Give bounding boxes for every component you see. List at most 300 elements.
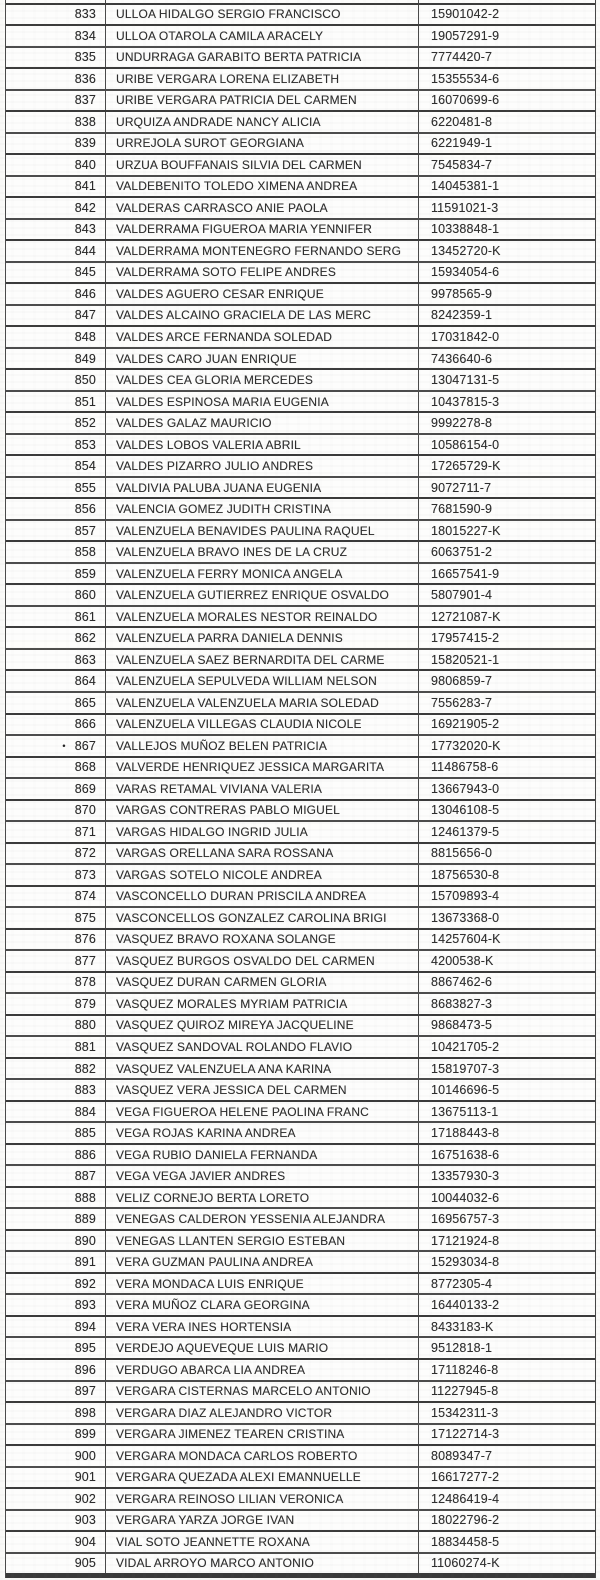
row-number-cell <box>6 585 106 605</box>
table-row <box>6 521 595 543</box>
row-number: 902 <box>74 1491 96 1506</box>
table-row <box>6 844 595 866</box>
table-row <box>6 263 595 285</box>
row-number-cell <box>6 155 106 175</box>
table-row <box>6 887 595 909</box>
row-number-cell <box>6 349 106 369</box>
row-number-cell <box>6 413 106 433</box>
row-number: 852 <box>74 416 96 431</box>
table-row <box>6 628 595 650</box>
table-row <box>6 241 595 263</box>
row-number: 847 <box>74 308 96 323</box>
row-number: 888 <box>74 1190 96 1205</box>
row-number: 870 <box>74 803 96 818</box>
table-row <box>6 1209 595 1231</box>
table-row <box>6 607 595 629</box>
rut-value: 17122714-3 <box>431 1427 500 1442</box>
rut-value: 17118246-8 <box>431 1362 499 1377</box>
rut-value: 15293034-8 <box>431 1255 500 1270</box>
row-number-cell <box>6 1295 106 1315</box>
rut-value: 9512818-1 <box>431 1341 493 1356</box>
row-number-cell <box>6 1382 106 1402</box>
row-number-cell <box>6 887 106 907</box>
table-row <box>6 715 595 737</box>
table-row <box>6 48 595 70</box>
row-number: 885 <box>74 1126 96 1141</box>
person-name: VERGARA REINOSO LILIAN VERONICA <box>106 1489 419 1509</box>
rut-value: 16440133-2 <box>431 1298 500 1313</box>
row-number-cell <box>6 1016 106 1036</box>
row-number-cell <box>6 112 106 132</box>
row-number-cell <box>6 1059 106 1079</box>
row-number-cell <box>6 69 106 89</box>
row-number-cell <box>6 435 106 455</box>
rut-value: 17121924-8 <box>431 1233 500 1248</box>
person-name: VALDES CARO JUAN ENRIQUE <box>106 349 419 369</box>
person-name: VALENZUELA PARRA DANIELA DENNIS <box>106 628 419 648</box>
row-number-cell <box>6 521 106 541</box>
table-row <box>6 1489 595 1511</box>
row-number: 846 <box>74 286 96 301</box>
rut-value: 18756530-8 <box>431 867 500 882</box>
row-number-cell <box>6 1360 106 1380</box>
person-name: VEGA RUBIO DANIELA FERNANDA <box>106 1145 419 1165</box>
rut-value: 8089347-7 <box>431 1448 493 1463</box>
table-row <box>6 1295 595 1317</box>
rut-value: 8433183-K <box>431 1319 494 1334</box>
table-row <box>6 930 595 952</box>
person-name: VASQUEZ SANDOVAL ROLANDO FLAVIO <box>106 1037 419 1057</box>
rut-value: 10338848-1 <box>431 222 500 237</box>
table-row <box>6 1016 595 1038</box>
person-name: VALENZUELA VILLEGAS CLAUDIA NICOLE <box>106 715 419 735</box>
person-name: VALDERRAMA SOTO FELIPE ANDRES <box>106 263 419 283</box>
person-name: VALDES CEA GLORIA MERCEDES <box>106 370 419 390</box>
rut-value: 9072711-7 <box>431 480 492 495</box>
table-row <box>6 1403 595 1425</box>
row-number-cell <box>6 1317 106 1337</box>
person-name: VALDIVIA PALUBA JUANA EUGENIA <box>106 478 419 498</box>
person-name: VEGA ROJAS KARINA ANDREA <box>106 1123 419 1143</box>
row-number-cell <box>6 736 106 756</box>
row-number-cell <box>6 392 106 412</box>
row-number: 903 <box>74 1513 96 1528</box>
table-row <box>6 370 595 392</box>
row-number-cell <box>6 26 106 46</box>
rut-value: 13452720-K <box>431 243 501 258</box>
row-number: 876 <box>74 932 96 947</box>
table-row <box>6 1188 595 1210</box>
person-name: VALENZUELA VALENZUELA MARIA SOLEDAD <box>106 693 419 713</box>
table-row <box>6 177 595 199</box>
person-name: VALDES LOBOS VALERIA ABRIL <box>106 435 419 455</box>
person-name: VALDERRAMA MONTENEGRO FERNANDO SERG <box>106 241 419 261</box>
row-number-cell <box>6 650 106 670</box>
row-number-cell <box>6 1037 106 1057</box>
rut-value: 4200538-K <box>431 953 494 968</box>
person-name: VALDES ALCAINO GRACIELA DE LAS MERC <box>106 306 419 326</box>
row-number: 845 <box>74 265 96 280</box>
rut-value: 7681590-9 <box>431 502 493 517</box>
table-row <box>6 736 595 758</box>
person-name: VENEGAS CALDERON YESSENIA ALEJANDRA <box>106 1209 419 1229</box>
person-name: VIDAL ARROYO MARCO ANTONIO <box>106 1554 419 1574</box>
row-number-cell <box>6 478 106 498</box>
table-body <box>6 5 595 1576</box>
table-row <box>6 1425 595 1447</box>
row-number: 882 <box>74 1061 96 1076</box>
rut-value: 8242359-1 <box>431 308 493 323</box>
row-number: 875 <box>74 910 96 925</box>
table-row <box>6 1532 595 1554</box>
table-row <box>6 413 595 435</box>
row-number: 866 <box>74 717 96 732</box>
row-number: 863 <box>74 652 96 667</box>
rut-value: 8772305-4 <box>431 1276 493 1291</box>
row-number-cell <box>6 1532 106 1552</box>
row-number: 860 <box>74 588 96 603</box>
rut-value: 15342311-3 <box>431 1405 499 1420</box>
person-name: UNDURRAGA GARABITO BERTA PATRICIA <box>106 48 419 68</box>
row-number: 838 <box>74 114 96 129</box>
row-number-cell <box>6 1511 106 1531</box>
row-number-cell <box>6 241 106 261</box>
table-row <box>6 499 595 521</box>
rut-value: 15901042-2 <box>431 7 500 22</box>
row-number: 884 <box>74 1104 96 1119</box>
person-name: VALDES ESPINOSA MARIA EUGENIA <box>106 392 419 412</box>
person-name: VARGAS CONTRERAS PABLO MIGUEL <box>106 801 419 821</box>
person-name: VASQUEZ VALENZUELA ANA KARINA <box>106 1059 419 1079</box>
row-number-cell <box>6 822 106 842</box>
table-row <box>6 801 595 823</box>
row-number-cell <box>6 1188 106 1208</box>
person-name: VERGARA CISTERNAS MARCELO ANTONIO <box>106 1382 419 1402</box>
row-number-cell <box>6 220 106 240</box>
rut-value: 16617277-2 <box>431 1470 500 1485</box>
rut-value: 6063751-2 <box>431 545 493 560</box>
rut-value: 8815656-0 <box>431 846 493 861</box>
rut-value: 6220481-8 <box>431 114 493 129</box>
rut-value: 13667943-0 <box>431 781 500 796</box>
table-row <box>6 973 595 995</box>
row-number-cell <box>6 1425 106 1445</box>
person-name: VALENZUELA GUTIERREZ ENRIQUE OSVALDO <box>106 585 419 605</box>
person-name: VASQUEZ QUIROZ MIREYA JACQUELINE <box>106 1016 419 1036</box>
row-number: 864 <box>74 674 96 689</box>
rut-value: 13046108-5 <box>431 803 500 818</box>
row-number-cell <box>6 607 106 627</box>
row-number: 894 <box>74 1319 96 1334</box>
row-number-cell <box>6 564 106 584</box>
table-row <box>6 478 595 500</box>
row-number-cell <box>6 1080 106 1100</box>
person-name: VASQUEZ BRAVO ROXANA SOLANGE <box>106 930 419 950</box>
person-name: URZUA BOUFFANAIS SILVIA DEL CARMEN <box>106 155 419 175</box>
rut-value: 16751638-6 <box>431 1147 500 1162</box>
rut-value: 13047131-5 <box>431 373 500 388</box>
rut-value: 11591021-3 <box>431 200 499 215</box>
row-number: 899 <box>74 1427 96 1442</box>
person-name: VARGAS HIDALGO INGRID JULIA <box>106 822 419 842</box>
row-number: 883 <box>74 1083 96 1098</box>
person-name: VALENZUELA FERRY MONICA ANGELA <box>106 564 419 584</box>
table-row <box>6 306 595 328</box>
rut-value: 16956757-3 <box>431 1212 500 1227</box>
table-row <box>6 822 595 844</box>
rut-value: 8867462-6 <box>431 975 493 990</box>
row-number-cell <box>6 628 106 648</box>
table-row <box>6 284 595 306</box>
person-name: VALDERAS CARRASCO ANIE PAOLA <box>106 198 419 218</box>
table-row <box>6 1037 595 1059</box>
row-number: 886 <box>74 1147 96 1162</box>
row-number-cell <box>6 370 106 390</box>
person-name: VEGA VEGA JAVIER ANDRES <box>106 1166 419 1186</box>
person-name: VALENZUELA MORALES NESTOR REINALDO <box>106 607 419 627</box>
rut-value: 17031842-0 <box>431 329 500 344</box>
row-number-cell <box>6 758 106 778</box>
row-number: 895 <box>74 1341 96 1356</box>
row-number-cell <box>6 499 106 519</box>
row-number-cell <box>6 1274 106 1294</box>
person-name: VARAS RETAMAL VIVIANA VALERIA <box>106 779 419 799</box>
row-number: 887 <box>74 1169 96 1184</box>
table-row-partial-bottom <box>6 1575 595 1578</box>
row-number: 872 <box>74 846 96 861</box>
row-number-cell <box>6 306 106 326</box>
person-name-cell <box>106 0 419 3</box>
rut-value: 15819707-3 <box>431 1061 500 1076</box>
rut-value: 5807901-4 <box>431 588 493 603</box>
row-number-cell <box>6 1123 106 1143</box>
row-number-cell <box>6 177 106 197</box>
rut-value: 7545834-7 <box>431 157 493 172</box>
rut-value: 11227945-8 <box>431 1384 499 1399</box>
table-row <box>6 1145 595 1167</box>
table-row <box>6 1554 595 1576</box>
row-number-cell <box>6 48 106 68</box>
person-name: VERDEJO AQUEVEQUE LUIS MARIO <box>106 1338 419 1358</box>
rut-value: 12461379-5 <box>431 824 500 839</box>
row-number-cell <box>6 994 106 1014</box>
row-number-cell <box>6 91 106 111</box>
row-number-cell <box>6 1145 106 1165</box>
row-number: 901 <box>74 1470 96 1485</box>
person-name: VALDES ARCE FERNANDA SOLEDAD <box>106 327 419 347</box>
person-name: VALDERRAMA FIGUEROA MARIA YENNIFER <box>106 220 419 240</box>
person-name: VERGARA YARZA JORGE IVAN <box>106 1511 419 1531</box>
row-number-cell <box>6 1554 106 1574</box>
table-row <box>6 349 595 371</box>
row-number-cell <box>6 930 106 950</box>
row-number: 850 <box>74 373 96 388</box>
person-name: VASQUEZ BURGOS OSVALDO DEL CARMEN <box>106 951 419 971</box>
row-number: 853 <box>74 437 96 452</box>
table-row <box>6 198 595 220</box>
person-name: VERA VERA INES HORTENSIA <box>106 1317 419 1337</box>
row-number: 859 <box>74 566 96 581</box>
row-number: 861 <box>74 609 96 624</box>
row-number-cell <box>6 263 106 283</box>
rut-value: 18015227-K <box>431 523 501 538</box>
table-row <box>6 994 595 1016</box>
row-number-cell <box>6 456 106 476</box>
row-number: 856 <box>74 502 96 517</box>
person-name: VERA GUZMAN PAULINA ANDREA <box>106 1252 419 1272</box>
person-name: VASQUEZ MORALES MYRIAM PATRICIA <box>106 994 419 1014</box>
rut-value: 17957415-2 <box>431 631 500 646</box>
table-row <box>6 435 595 457</box>
row-number: 858 <box>74 545 96 560</box>
row-number: 904 <box>74 1534 96 1549</box>
rut-value: 18022796-2 <box>431 1513 500 1528</box>
person-name: VALDEBENITO TOLEDO XIMENA ANDREA <box>106 177 419 197</box>
row-number: 897 <box>74 1384 96 1399</box>
table-row <box>6 951 595 973</box>
rut-value: 13673368-0 <box>431 910 500 925</box>
row-number: 855 <box>74 480 96 495</box>
person-name: VALENZUELA SAEZ BERNARDITA DEL CARME <box>106 650 419 670</box>
row-number-cell <box>6 801 106 821</box>
person-name: VALVERDE HENRIQUEZ JESSICA MARGARITA <box>106 758 419 778</box>
row-number-cell <box>6 844 106 864</box>
table-row <box>6 112 595 134</box>
person-name: VELIZ CORNEJO BERTA LORETO <box>106 1188 419 1208</box>
table-row <box>6 155 595 177</box>
rut-value: 9868473-5 <box>431 1018 493 1033</box>
row-number-cell <box>6 1252 106 1272</box>
table-row <box>6 1274 595 1296</box>
row-number-cell <box>6 284 106 304</box>
person-name: VALENCIA GOMEZ JUDITH CRISTINA <box>106 499 419 519</box>
table-row <box>6 1102 595 1124</box>
row-number-cell <box>6 1403 106 1423</box>
row-number-cell <box>6 1338 106 1358</box>
table-row <box>6 1059 595 1081</box>
table-row <box>6 908 595 930</box>
rut-value: 15709893-4 <box>431 889 500 904</box>
person-name: VERGARA JIMENEZ TEAREN CRISTINA <box>106 1425 419 1445</box>
rut-value: 11060274-K <box>431 1556 500 1571</box>
row-number-cell <box>6 865 106 885</box>
row-number-cell <box>6 134 106 154</box>
table-row <box>6 671 595 693</box>
rut-value: 17265729-K <box>431 459 501 474</box>
row-number-cell <box>6 1209 106 1229</box>
row-number-cell <box>6 973 106 993</box>
row-number: 871 <box>74 824 96 839</box>
row-number: 896 <box>74 1362 96 1377</box>
table-row <box>6 758 595 780</box>
row-number-cell <box>6 0 106 3</box>
person-name: URQUIZA ANDRADE NANCY ALICIA <box>106 112 419 132</box>
rut-value: 8683827-3 <box>431 996 493 1011</box>
table-row <box>6 1123 595 1145</box>
person-name: VARGAS ORELLANA SARA ROSSANA <box>106 844 419 864</box>
person-name: VIAL SOTO JEANNETTE ROXANA <box>106 1532 419 1552</box>
row-number: 893 <box>74 1298 96 1313</box>
rut-value: 10044032-6 <box>431 1190 500 1205</box>
row-number-cell <box>6 1231 106 1251</box>
person-name: VALENZUELA BENAVIDES PAULINA RAQUEL <box>106 521 419 541</box>
rut-value: 17188443-8 <box>431 1126 500 1141</box>
table-row <box>6 1338 595 1360</box>
row-number: 836 <box>74 71 96 86</box>
row-number: 905 <box>74 1556 96 1571</box>
table-row <box>6 585 595 607</box>
rut-value: 7556283-7 <box>431 695 493 710</box>
person-name: VASCONCELLOS GONZALEZ CAROLINA BRIGI <box>106 908 419 928</box>
row-number: 854 <box>74 459 96 474</box>
row-number-cell <box>6 1102 106 1122</box>
row-number: 837 <box>74 93 96 108</box>
rut-value: 12486419-4 <box>431 1491 500 1506</box>
row-number: 844 <box>74 243 96 258</box>
row-number: 889 <box>74 1212 96 1227</box>
person-name: VASQUEZ VERA JESSICA DEL CARMEN <box>106 1080 419 1100</box>
table-row <box>6 1468 595 1490</box>
row-number-cell <box>6 1166 106 1186</box>
person-name: VALDES GALAZ MAURICIO <box>106 413 419 433</box>
rut-value: 10437815-3 <box>431 394 500 409</box>
table-row <box>6 542 595 564</box>
row-number-cell <box>6 1468 106 1488</box>
rut-value: 10421705-2 <box>431 1040 500 1054</box>
row-number: 869 <box>74 781 96 796</box>
table-row <box>6 1360 595 1382</box>
table-row <box>6 5 595 27</box>
row-number: 840 <box>74 157 96 172</box>
row-number: 874 <box>74 889 96 904</box>
table-row <box>6 220 595 242</box>
row-number: 834 <box>74 28 96 43</box>
row-number-cell <box>6 715 106 735</box>
row-number: 841 <box>74 179 96 194</box>
rut-cell <box>419 0 595 3</box>
table-row <box>6 865 595 887</box>
row-number: 900 <box>74 1448 96 1463</box>
rut-value: 10586154-0 <box>431 437 500 452</box>
rut-value: 9978565-9 <box>431 286 493 301</box>
table-row <box>6 26 595 48</box>
rut-value: 14045381-1 <box>431 179 500 194</box>
row-number-cell <box>6 693 106 713</box>
row-number: 877 <box>74 953 96 968</box>
rut-value: 9806859-7 <box>431 674 493 689</box>
row-number-cell <box>6 198 106 218</box>
person-name: VASCONCELLO DURAN PRISCILA ANDREA <box>106 887 419 907</box>
row-number: 862 <box>74 631 96 646</box>
row-number-cell <box>6 671 106 691</box>
rut-value: 15820521-1 <box>431 652 500 667</box>
row-number: 842 <box>74 200 96 215</box>
row-number-cell <box>6 327 106 347</box>
rut-value: 6221949-1 <box>431 136 493 151</box>
table-row <box>6 1511 595 1533</box>
row-number: 881 <box>74 1040 96 1054</box>
table-row <box>6 392 595 414</box>
rut-value: 16657541-9 <box>431 566 500 581</box>
person-name: VERA MUÑOZ CLARA GEORGINA <box>106 1295 419 1315</box>
person-name: VARGAS SOTELO NICOLE ANDREA <box>106 865 419 885</box>
rut-value: 10146696-5 <box>431 1083 500 1098</box>
table-row <box>6 327 595 349</box>
person-name: VALDES PIZARRO JULIO ANDRES <box>106 456 419 476</box>
table-row <box>6 1080 595 1102</box>
row-number: 880 <box>74 1018 96 1033</box>
rut-value: 17732020-K <box>431 738 501 753</box>
